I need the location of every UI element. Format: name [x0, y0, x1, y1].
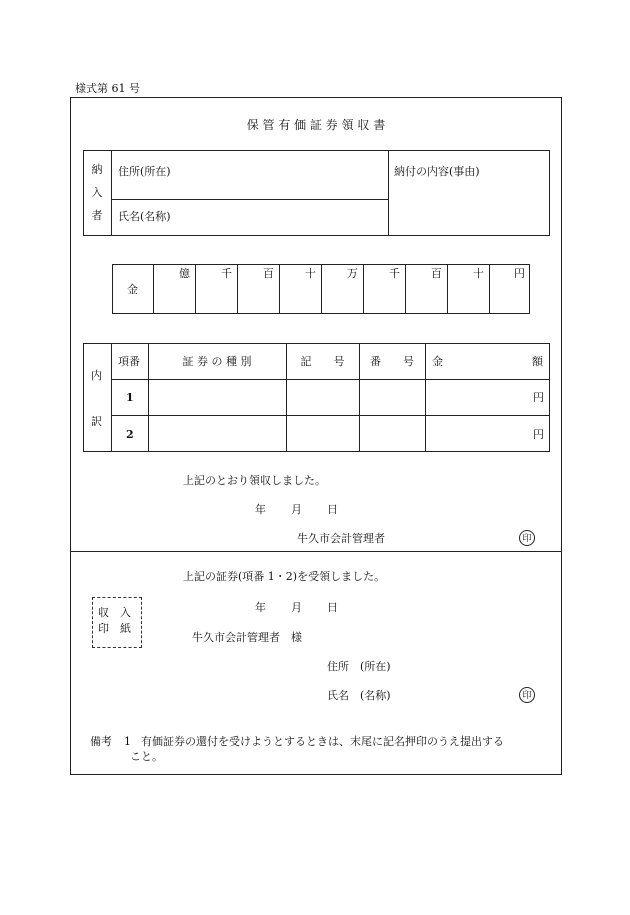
unit-sen-1: 千	[221, 267, 232, 280]
name-label: 氏名(名称)	[118, 210, 171, 223]
stamp-box-line2: 印 紙	[98, 622, 131, 635]
ack-date-day: 日	[327, 601, 338, 614]
header-symbol: 記 号	[300, 355, 345, 368]
header-security-type: 証 券 の 種 別	[182, 355, 252, 368]
receipt-statement: 上記のとおり領収しました。	[183, 474, 326, 487]
row-1-no: 1	[126, 391, 134, 404]
section-divider	[70, 551, 562, 552]
seal-mark-receiver: 印	[519, 687, 535, 703]
receiver-name-label: 氏名 (名称)	[327, 689, 391, 702]
date-day: 日	[327, 503, 338, 516]
payer-label-2: 入	[91, 186, 103, 199]
header-item-no: 項番	[118, 355, 140, 368]
form-number: 様式第 61 号	[75, 82, 140, 95]
ack-date-year: 年	[255, 601, 266, 614]
unit-juu-1: 十	[305, 267, 316, 280]
address-label: 住所(所在)	[118, 165, 171, 178]
unit-hyaku-2: 百	[431, 267, 442, 280]
unit-juu-2: 十	[473, 267, 484, 280]
amount-label: 金	[127, 283, 138, 296]
unit-en: 円	[514, 267, 525, 280]
stamp-box-line1: 収 入	[98, 606, 131, 619]
remarks-line-2: こと。	[130, 750, 163, 763]
unit-sen-2: 千	[389, 267, 400, 280]
remarks-label: 備考	[90, 735, 112, 748]
unit-oku: 億	[179, 267, 190, 280]
ack-date-month: 月	[291, 601, 302, 614]
form-title: 保 管 有 価 証 券 領 収 書	[246, 118, 386, 132]
receiver-address-label: 住所 (所在)	[327, 660, 391, 673]
official-name: 牛久市会計管理者	[297, 532, 385, 545]
date-month: 月	[291, 503, 302, 516]
payer-label-1: 納	[91, 163, 103, 176]
unit-hyaku-1: 百	[263, 267, 274, 280]
payment-content-label: 納付の内容(事由)	[394, 165, 480, 178]
header-number: 番 号	[370, 355, 414, 368]
row-2-yen: 円	[533, 428, 544, 441]
breakdown-label-2: 訳	[91, 415, 102, 428]
seal-mark-official: 印	[519, 530, 535, 546]
payer-table	[83, 150, 550, 236]
date-year: 年	[255, 503, 266, 516]
payer-label-3: 者	[91, 209, 103, 222]
unit-man: 万	[347, 267, 358, 280]
remarks-number: 1	[124, 735, 131, 748]
row-2-no: 2	[126, 428, 134, 441]
acknowledgement: 上記の証券(項番 1・2)を受領しました。	[183, 570, 386, 583]
header-amount-left: 金	[432, 355, 443, 368]
header-amount-right: 額	[532, 355, 543, 368]
breakdown-label-1: 内	[91, 369, 102, 382]
row-1-yen: 円	[533, 391, 544, 404]
addressee: 牛久市会計管理者 様	[192, 631, 302, 644]
remarks-line-1: 有価証券の還付を受けようとするときは、末尾に記名押印のうえ提出する	[141, 735, 504, 748]
